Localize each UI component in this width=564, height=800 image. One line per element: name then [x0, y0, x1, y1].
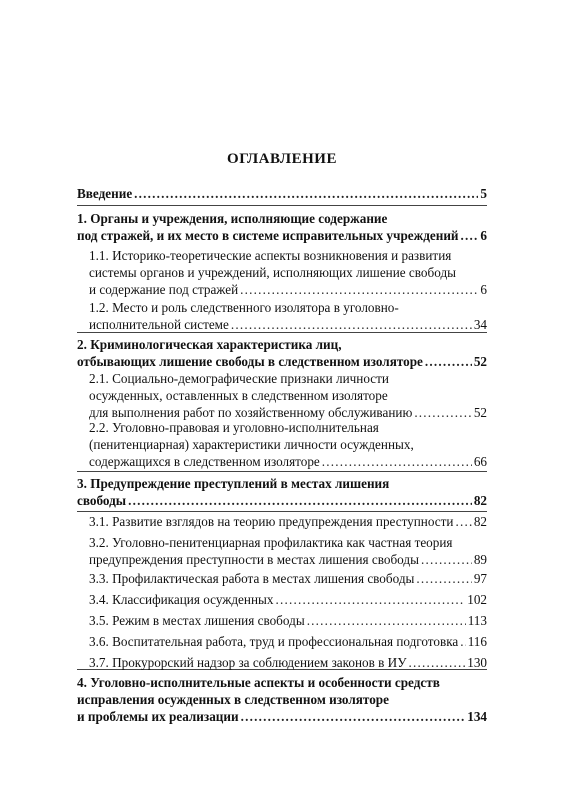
- toc-entry-title: для выполнения работ по хозяйственному обслуживанию: [89, 405, 413, 421]
- toc-entry-last-line: [77, 227, 487, 244]
- dot-leader: [231, 316, 472, 333]
- toc-title: ОГЛАВЛЕНИЕ: [227, 151, 337, 167]
- toc-entry-title: и содержание под стражей: [89, 282, 239, 298]
- toc-entry-line: 4. Уголовно-исполнительные аспекты и особенности средств: [77, 675, 440, 690]
- page-number: 52: [473, 354, 487, 370]
- dot-leader: [455, 513, 471, 530]
- toc-entry-line: исправления осужденных в следственном изоляторе: [77, 692, 389, 708]
- toc-entry-last-line: [89, 591, 487, 608]
- page-number: 130: [467, 655, 487, 670]
- divider-rule: [77, 471, 487, 472]
- page-number: 6: [480, 282, 487, 298]
- toc-entry-line: системы органов и учреждений, исполняющих лишение свободы: [89, 265, 457, 281]
- page-number: 102: [467, 592, 487, 607]
- toc-entry-last-line: [89, 612, 487, 629]
- page-number: 134: [467, 709, 487, 725]
- toc-entry-last-line: [89, 633, 487, 650]
- toc-entry-last-line: [77, 492, 487, 509]
- toc-entry-title: отбывающих лишение свободы в следственном изоляторе: [77, 354, 423, 370]
- toc-entry-line: 2.2. Уголовно-правовая и уголовно-исполнительная: [89, 420, 379, 435]
- page-number: 97: [473, 571, 487, 586]
- dot-leader: [414, 404, 472, 421]
- toc-entry-title: содержащихся в следственном изоляторе: [89, 454, 320, 470]
- dot-leader: [275, 591, 465, 608]
- dot-leader: [322, 453, 472, 470]
- page-number: 6: [480, 228, 487, 244]
- divider-rule: [77, 205, 487, 206]
- toc-entry-title: 3.1. Развитие взглядов на теорию предупреждения преступности: [89, 514, 454, 529]
- dot-leader: [416, 570, 471, 587]
- dot-leader: [241, 708, 466, 725]
- dot-leader: [134, 185, 478, 202]
- toc-entry-last-line: [89, 654, 487, 671]
- toc-entry-title: предупреждения преступности в местах лишения свободы: [89, 552, 419, 568]
- toc-entry-title: свободы: [77, 493, 127, 509]
- toc-entry-line: 2.1. Социально-демографические признаки личности: [89, 371, 389, 386]
- dot-leader: [409, 654, 466, 671]
- toc-entry-last-line: [77, 353, 487, 370]
- toc-entry-title: 3.3. Профилактическая работа в местах лишения свободы: [89, 571, 415, 586]
- dot-leader: [240, 281, 478, 298]
- dot-leader: [128, 492, 472, 509]
- toc-entry-line: 3. Предупреждение преступлений в местах лишения: [77, 476, 390, 491]
- dot-leader: [461, 227, 479, 244]
- toc-entry-last-line: [89, 453, 487, 470]
- toc-entry-title: 3.4. Классификация осужденных: [89, 592, 274, 607]
- toc-entry-title: под стражей, и их место в системе исправительных учреждений: [77, 228, 459, 244]
- page-number: 116: [467, 634, 487, 649]
- toc-entry-title: 3.5. Режим в местах лишения свободы: [89, 613, 305, 628]
- toc-entry-line: 2. Криминологическая характеристика лиц,: [77, 337, 342, 352]
- dot-leader: [421, 551, 472, 568]
- page-number: 89: [473, 552, 487, 568]
- toc-entry-last-line: [89, 570, 487, 587]
- toc-entry-title: Введение: [77, 186, 133, 201]
- page-number: 34: [473, 317, 487, 333]
- page-number: 82: [473, 493, 487, 509]
- toc-entry-last-line: [89, 281, 487, 298]
- toc-entry-line: 3.2. Уголовно-пенитенциарная профилактика как частная теория: [89, 535, 453, 550]
- toc-entry-title: 3.6. Воспитательная работа, труд и профессиональная подготовка: [89, 634, 459, 649]
- dot-leader: [425, 353, 472, 370]
- page-number: 113: [467, 613, 487, 628]
- toc-entry-last-line: [89, 316, 487, 333]
- toc-entry-line: 1. Органы и учреждения, исполняющие содержание: [77, 211, 388, 226]
- page-number: 52: [473, 405, 487, 421]
- toc-entry-last-line: [77, 708, 487, 725]
- toc-entry-last-line: [89, 513, 487, 530]
- toc-entry-title: и проблемы их реализации: [77, 709, 239, 725]
- dot-leader: [460, 633, 465, 650]
- toc-entry-line: 1.1. Историко-теоретические аспекты возникновения и развития: [89, 248, 452, 263]
- toc-entry-line: (пенитенциарная) характеристики личности осужденных,: [89, 437, 414, 453]
- page-number: 66: [473, 454, 487, 470]
- toc-entry-title: 3.7. Прокурорский надзор за соблюдением законов в ИУ: [89, 655, 407, 670]
- dot-leader: [307, 612, 466, 629]
- toc-entry-last-line: [77, 185, 487, 202]
- toc-entry-line: 1.2. Место и роль следственного изолятора в уголовно-: [89, 300, 399, 315]
- divider-rule: [77, 511, 487, 512]
- toc-entry-title: исполнительной системе: [89, 317, 229, 333]
- page-number: 5: [480, 186, 487, 201]
- page-number: 82: [473, 514, 487, 529]
- toc-entry-last-line: [89, 551, 487, 568]
- toc-entry-line: осужденных, оставленных в следственном изоляторе: [89, 388, 388, 404]
